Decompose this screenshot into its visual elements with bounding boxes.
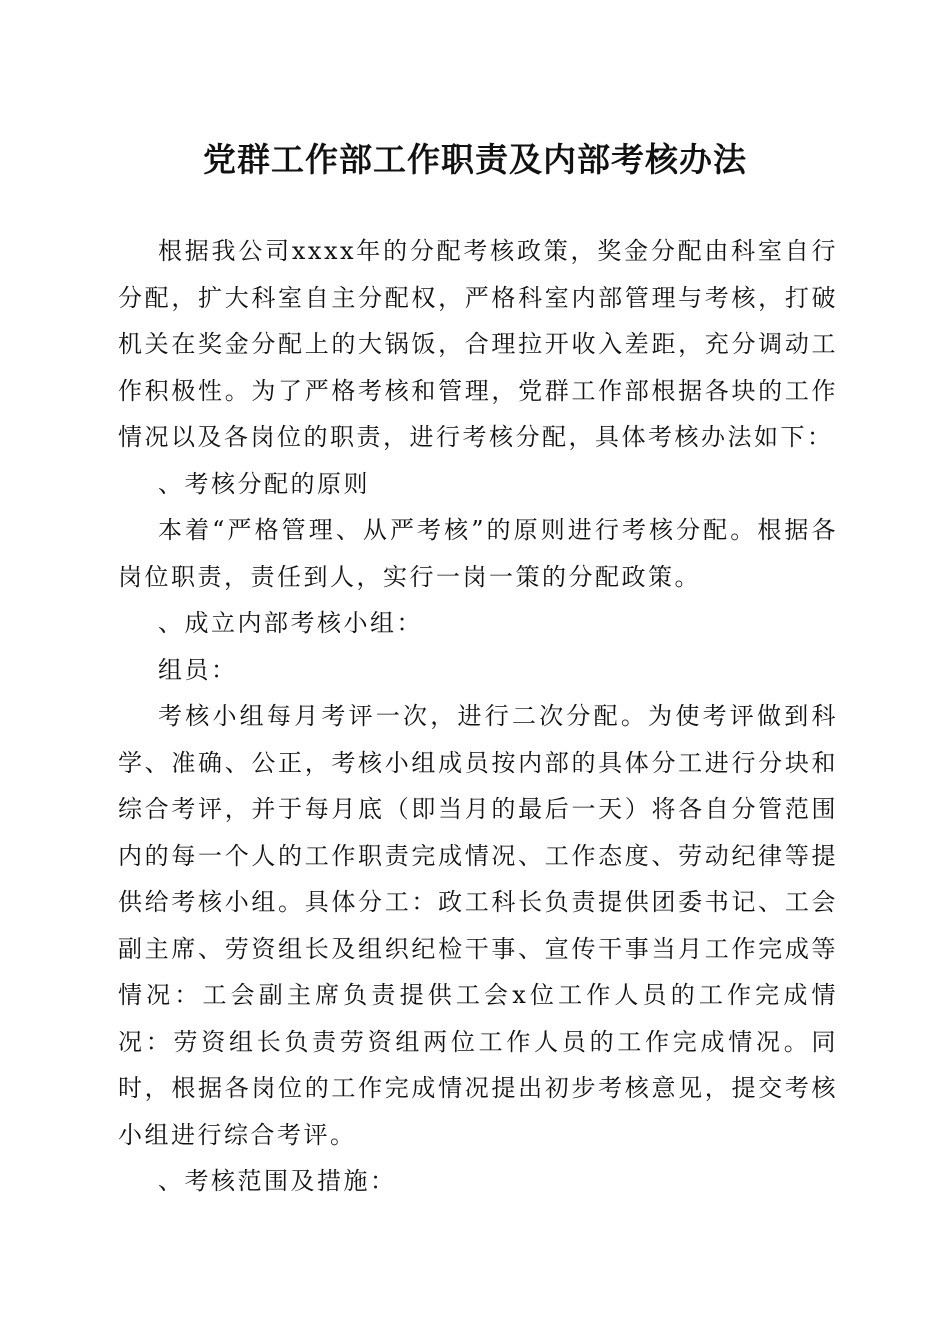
- document-title: 党群工作部工作职责及内部考核办法: [203, 140, 747, 179]
- section-heading-assessment-group: 、成立内部考核小组：: [158, 609, 423, 637]
- assessment-group-paragraph: 考核小组每月考评一次，进行二次分配。为使考评做到科学、准确、公正，考核小组成员按内部的具体分工进行分块和综合考评，并于每月底（即当月的最后一天）将各自分管范围内的每一个人的工作职责完成情况、工作态度、劳动纪律等提供给考核小组。具体分工：政工科长负责提供团委书记、工会副主席、劳资组长及组织纪检干事、宣传干事当月工作完成等情况：工会副主席负责提供工会x位工作人员的工作完成情况：劳资组长负责劳资组两位工作人员的工作完成情况。同时，根据各岗位的工作完成情况提出初步考核意见，提交考核小组进行综合考评。: [118, 702, 838, 1149]
- section-heading-scope-measures: 、考核范围及措施：: [158, 1167, 397, 1195]
- group-members-label: 组员：: [158, 655, 238, 684]
- intro-paragraph: 根据我公司xxxx年的分配考核政策，奖金分配由科室自行分配，扩大科室自主分配权，严格科室内部管理与考核，打破机关在奖金分配上的大锅饭，合理拉开收入差距，充分调动工作积极性。为了严格考核和管理，党群工作部根据各块的工作情况以及各岗位的职责，进行考核分配，具体考核办法如下：: [118, 237, 838, 451]
- principles-paragraph: 本着“严格管理、从严考核”的原则进行考核分配。根据各岗位职责，责任到人，实行一岗一策的分配政策。: [118, 516, 838, 591]
- document-body: [118, 228, 838, 1205]
- section-heading-principles: 、考核分配的原则: [158, 469, 370, 498]
